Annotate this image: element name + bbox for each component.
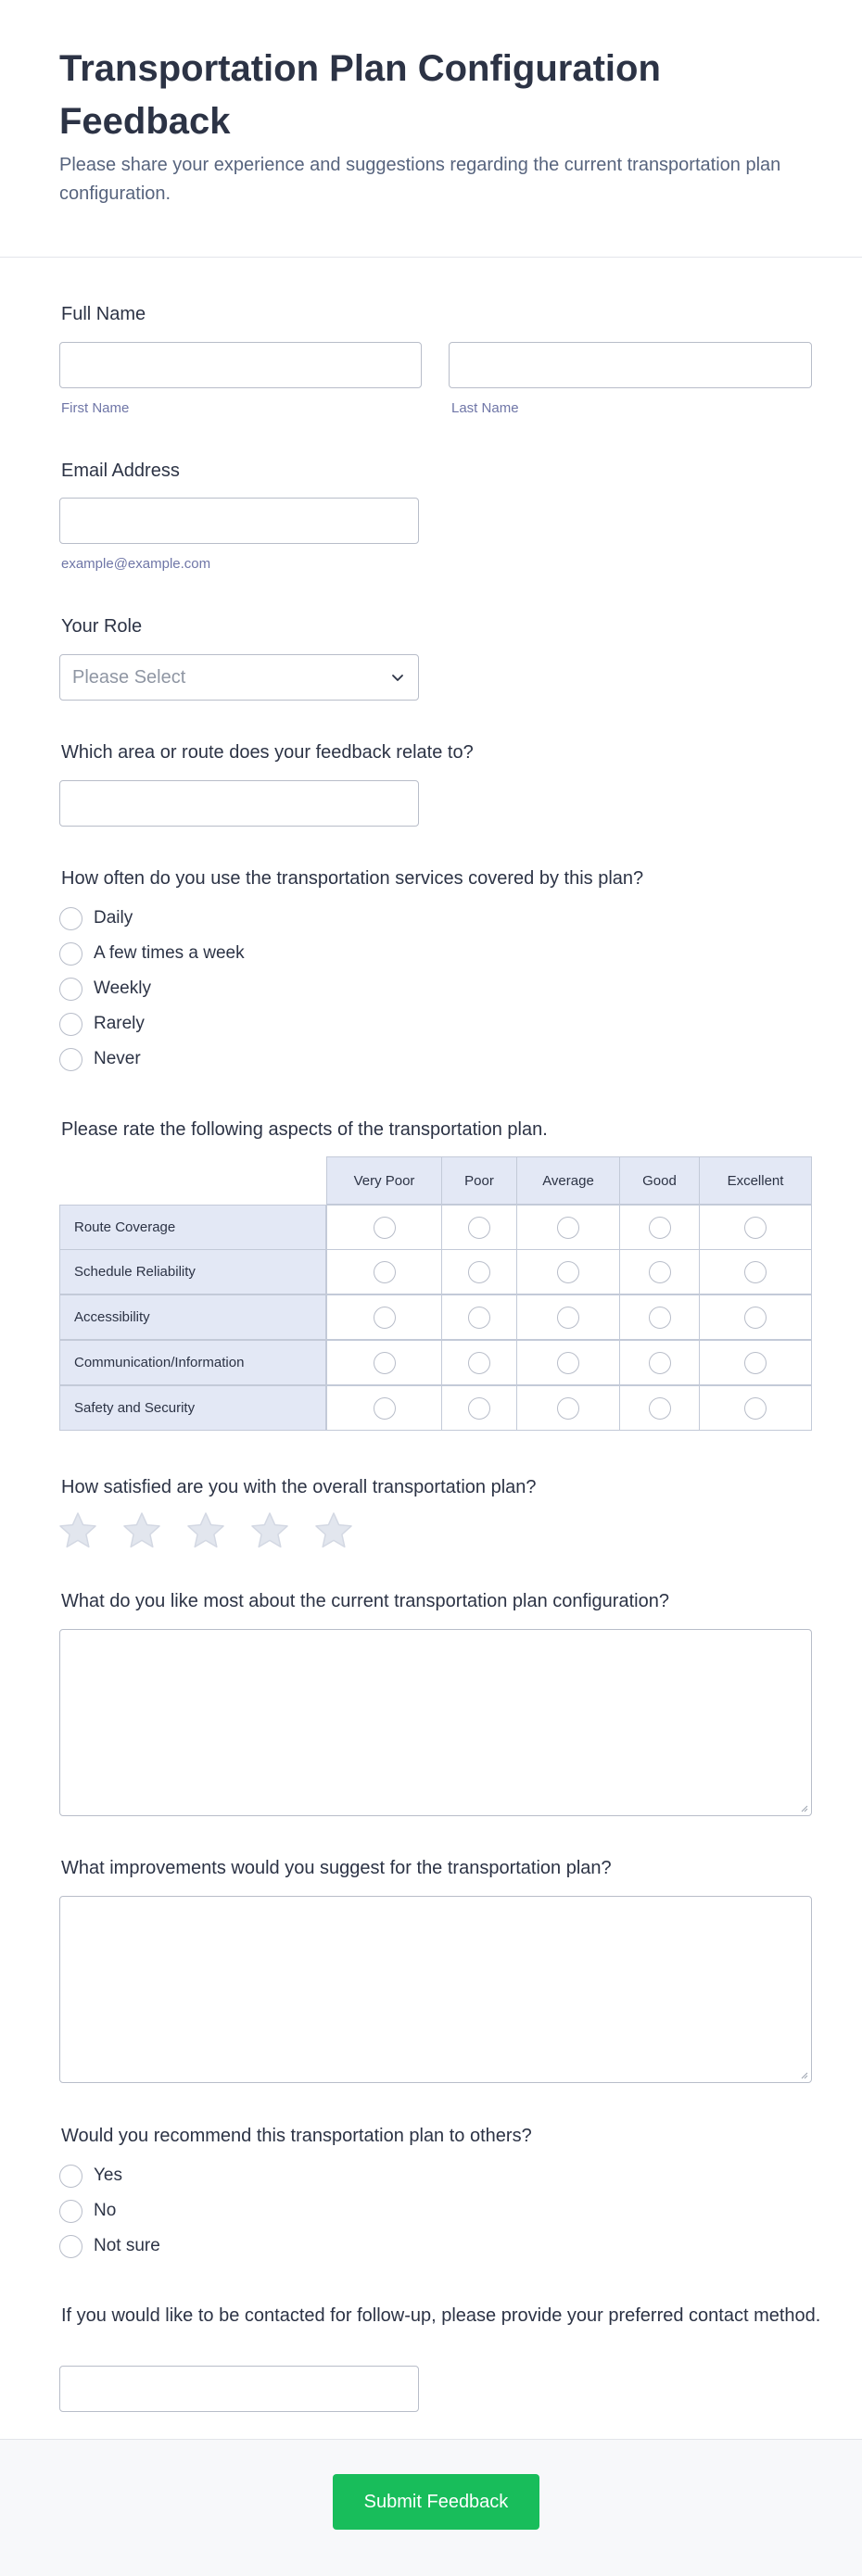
role-select[interactable] — [59, 654, 419, 701]
matrix-cell[interactable] — [516, 1294, 620, 1340]
contact-label: If you would like to be contacted for follow-up, please provide your preferred contact method. — [61, 2305, 821, 2326]
last-name-sublabel: Last Name — [451, 400, 519, 416]
radio-circle[interactable] — [59, 2235, 82, 2258]
matrix-cell[interactable] — [619, 1294, 700, 1340]
radio-circle[interactable] — [59, 1048, 82, 1071]
radio-circle[interactable] — [59, 942, 82, 966]
email-sublabel: example@example.com — [61, 556, 211, 572]
improvements-label: What improvements would you suggest for the transportation plan? — [61, 1858, 612, 1878]
matrix-cell[interactable] — [441, 1205, 517, 1250]
matrix-column-header: Good — [619, 1156, 700, 1205]
star-icon[interactable] — [121, 1510, 162, 1551]
first-name-input[interactable] — [59, 342, 422, 388]
matrix-column-header: Average — [516, 1156, 620, 1205]
matrix-cell[interactable] — [699, 1294, 812, 1340]
matrix-cell[interactable] — [699, 1205, 812, 1250]
radio-circle[interactable] — [744, 1352, 767, 1374]
like-most-textarea[interactable] — [59, 1629, 812, 1816]
frequency-option-label: Never — [94, 1049, 141, 1068]
radio-circle[interactable] — [59, 1013, 82, 1036]
radio-circle[interactable] — [59, 2165, 82, 2188]
recommend-option-not-sure[interactable] — [59, 2233, 160, 2259]
matrix-column-header: Excellent — [699, 1156, 812, 1205]
like-most-label: What do you like most about the current transportation plan configuration? — [61, 1591, 669, 1611]
matrix-cell[interactable] — [326, 1205, 442, 1250]
radio-circle[interactable] — [468, 1261, 490, 1283]
resize-grip-icon[interactable] — [799, 1803, 808, 1812]
form-header — [0, 0, 862, 258]
form-title: Transportation Plan Configuration Feedback — [59, 48, 661, 142]
radio-circle[interactable] — [557, 1397, 579, 1420]
recommend-option-label: No — [94, 2201, 117, 2220]
radio-circle[interactable] — [649, 1352, 671, 1374]
matrix-row-label: Safety and Security — [59, 1385, 326, 1431]
radio-circle[interactable] — [59, 2200, 82, 2223]
radio-circle[interactable] — [557, 1307, 579, 1329]
submit-button[interactable]: Submit Feedback — [333, 2474, 539, 2530]
frequency-option-never[interactable] — [59, 1046, 141, 1072]
matrix-cell[interactable] — [516, 1340, 620, 1385]
matrix-cell[interactable] — [699, 1249, 812, 1294]
form-subtitle: Please share your experience and suggestions regarding the current transportation plan configuration. — [59, 155, 781, 204]
recommend-label: Would you recommend this transportation plan to others? — [61, 2126, 532, 2146]
matrix-cell[interactable] — [441, 1249, 517, 1294]
frequency-option-rarely[interactable] — [59, 1011, 145, 1037]
area-label: Which area or route does your feedback relate to? — [61, 742, 474, 763]
email-label: Email Address — [61, 461, 180, 481]
radio-circle[interactable] — [744, 1307, 767, 1329]
matrix-column-header: Very Poor — [326, 1156, 442, 1205]
matrix-cell[interactable] — [326, 1249, 442, 1294]
email-input[interactable] — [59, 498, 419, 544]
star-icon[interactable] — [313, 1510, 354, 1551]
recommend-option-label: Yes — [94, 2166, 122, 2185]
matrix-cell[interactable] — [326, 1340, 442, 1385]
matrix-cell[interactable] — [619, 1205, 700, 1250]
matrix-cell[interactable] — [326, 1294, 442, 1340]
frequency-label: How often do you use the transportation services covered by this plan? — [61, 868, 644, 889]
radio-circle[interactable] — [59, 978, 82, 1001]
last-name-input[interactable] — [449, 342, 812, 388]
radio-circle[interactable] — [374, 1397, 396, 1420]
frequency-option-label: Rarely — [94, 1014, 145, 1033]
star-icon[interactable] — [249, 1510, 290, 1551]
rating-matrix — [59, 1156, 812, 1434]
matrix-cell[interactable] — [619, 1385, 700, 1431]
contact-input[interactable] — [59, 2366, 419, 2412]
satisfaction-label: How satisfied are you with the overall transportation plan? — [61, 1477, 537, 1497]
radio-circle[interactable] — [557, 1352, 579, 1374]
frequency-option-label: Daily — [94, 908, 133, 928]
radio-circle[interactable] — [744, 1217, 767, 1239]
matrix-row-label: Schedule Reliability — [59, 1249, 326, 1294]
role-label: Your Role — [61, 616, 143, 637]
matrix-cell[interactable] — [619, 1340, 700, 1385]
radio-circle[interactable] — [557, 1261, 579, 1283]
matrix-cell[interactable] — [441, 1385, 517, 1431]
chevron-down-icon — [390, 670, 405, 685]
frequency-option-few-times-week[interactable] — [59, 941, 245, 966]
recommend-option-yes[interactable] — [59, 2163, 122, 2189]
radio-circle[interactable] — [468, 1397, 490, 1420]
area-input[interactable] — [59, 780, 419, 827]
radio-circle[interactable] — [649, 1261, 671, 1283]
radio-circle[interactable] — [374, 1261, 396, 1283]
resize-grip-icon[interactable] — [799, 2070, 808, 2079]
recommend-option-label: Not sure — [94, 2236, 160, 2255]
improvements-textarea[interactable] — [59, 1896, 812, 2083]
radio-circle[interactable] — [649, 1307, 671, 1329]
matrix-cell[interactable] — [516, 1249, 620, 1294]
frequency-option-daily[interactable] — [59, 905, 133, 931]
matrix-cell[interactable] — [699, 1340, 812, 1385]
radio-circle[interactable] — [59, 907, 82, 930]
matrix-cell[interactable] — [699, 1385, 812, 1431]
matrix-row-label: Route Coverage — [59, 1205, 326, 1250]
radio-circle[interactable] — [468, 1217, 490, 1239]
matrix-cell[interactable] — [516, 1205, 620, 1250]
radio-circle[interactable] — [649, 1217, 671, 1239]
full-name-label: Full Name — [61, 304, 146, 324]
matrix-cell[interactable] — [326, 1385, 442, 1431]
radio-circle[interactable] — [649, 1397, 671, 1420]
frequency-option-label: A few times a week — [94, 943, 245, 963]
radio-circle[interactable] — [468, 1307, 490, 1329]
matrix-row-label: Communication/Information — [59, 1340, 326, 1385]
matrix-column-header: Poor — [441, 1156, 517, 1205]
radio-circle[interactable] — [374, 1217, 396, 1239]
matrix-cell[interactable] — [441, 1340, 517, 1385]
recommend-option-no[interactable] — [59, 2198, 116, 2224]
star-icon[interactable] — [185, 1510, 226, 1551]
radio-circle[interactable] — [468, 1352, 490, 1374]
role-select-value: Please Select — [72, 667, 186, 688]
matrix-cell[interactable] — [516, 1385, 620, 1431]
rating-label: Please rate the following aspects of the transportation plan. — [61, 1119, 548, 1140]
radio-circle[interactable] — [374, 1307, 396, 1329]
radio-circle[interactable] — [744, 1397, 767, 1420]
matrix-cell[interactable] — [619, 1249, 700, 1294]
first-name-sublabel: First Name — [61, 400, 130, 416]
star-icon[interactable] — [57, 1510, 98, 1551]
radio-circle[interactable] — [374, 1352, 396, 1374]
frequency-option-weekly[interactable] — [59, 976, 151, 1002]
frequency-option-label: Weekly — [94, 979, 151, 998]
radio-circle[interactable] — [744, 1261, 767, 1283]
matrix-cell[interactable] — [441, 1294, 517, 1340]
matrix-row-label: Accessibility — [59, 1294, 326, 1340]
radio-circle[interactable] — [557, 1217, 579, 1239]
